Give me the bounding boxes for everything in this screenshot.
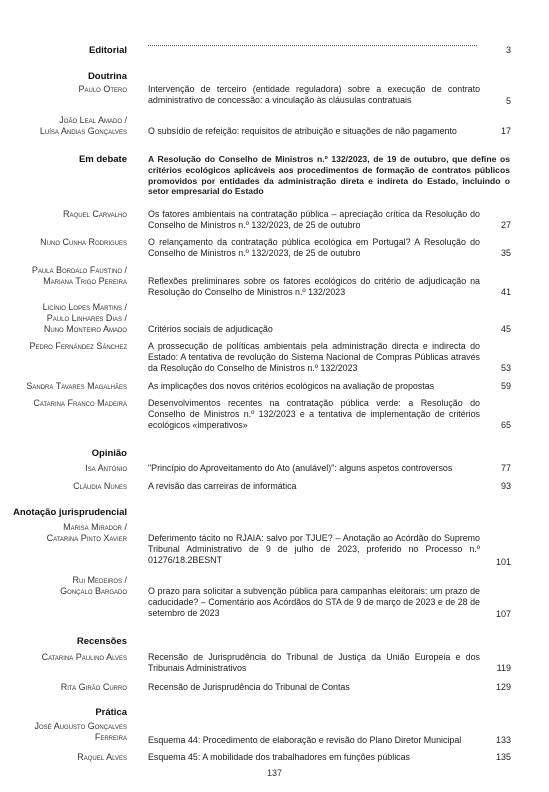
toc-title: Recensão de Jurisprudência do Tribunal de Justiça da União Europeia e dos Tribunais Administrativos <box>148 652 480 673</box>
page-number: 3 <box>505 45 511 55</box>
toc-author: Catarina Paulino Alves <box>41 652 127 662</box>
toc-title: Reflexões preliminares sobre os fatores ecológicos do critério de adjudicação na Resolução do Conselho de Ministros n.º 132/2023 <box>148 276 480 297</box>
page-number: 45 <box>500 324 511 334</box>
toc-title: A prossecução de políticas ambientais pela administração directa e indirecta do Estado: A tentativa de revolução do Sistema Nacional de Compras Públicas através da Resolução do Conselho de Ministros n.º 132/2023 <box>148 341 480 373</box>
section-recensoes: Recensões <box>76 636 127 647</box>
toc-author: Isa António <box>85 463 127 473</box>
toc-author: Rita Girão Curro <box>60 682 127 692</box>
section-em-debate: Em debate <box>78 154 127 165</box>
toc-author: Nuno Cunha Rodrigues <box>40 237 127 247</box>
toc-title: Intervenção de terceiro (entidade reguladora) sobre a execução de contrato administrativo de concessão: a vinculação às cláusulas contratuais <box>148 84 480 105</box>
section-opiniao: Opinião <box>91 448 127 459</box>
toc-title: A revisão das carreiras de informática <box>148 481 297 491</box>
toc-title: O subsídio de refeição: requisitos de atribuição e situações de não pagamento <box>148 126 457 136</box>
section-editorial: Editorial <box>88 45 127 56</box>
toc-author: Pedro Fernández Sánchez <box>29 341 127 351</box>
toc-author: Marisa Mirador / Catarina Pinto Xavier <box>46 522 127 543</box>
page-number: 133 <box>495 735 511 745</box>
toc-title: Esquema 45: A mobilidade dos trabalhadores em funções públicas <box>148 752 410 762</box>
page-number: 59 <box>500 381 511 391</box>
toc-title: Desenvolvimentos recentes na contratação pública verde: a Resolução do Conselho de Ministros n.º 132/2023 e a tentativa de implementação de critérios ecológicos «imperativos» <box>148 398 480 430</box>
debate-heading: A Resolução do Conselho de Ministros n.º 132/2023, de 19 de outubro, que define os critérios ecológicos aplicáveis aos procedimentos de formação de contratos públicos promovidos por entidades da administração direta e indireta do Estado, incluindo o setor empresarial do Estado <box>148 154 510 197</box>
editorial-leader <box>148 45 480 49</box>
toc-title: "Princípio do Aproveitamento do Ato (anulável)": alguns aspetos controversos <box>148 463 453 473</box>
section-anotacao: Anotação jurisprudencial <box>12 507 127 518</box>
page-number: 5 <box>505 96 511 106</box>
toc-title: As implicações dos novos critérios ecológicos na avaliação de propostas <box>148 381 435 391</box>
page-number: 35 <box>500 248 511 258</box>
page-number: 119 <box>496 663 511 673</box>
toc-author: Paulo Otero <box>78 84 127 94</box>
toc-author: Catarina Franco Madeira <box>33 398 127 408</box>
toc-author: Sandra Tavares Magalhães <box>26 381 127 391</box>
page-number: 93 <box>500 481 511 491</box>
page-number: 129 <box>495 682 511 692</box>
toc-title: Recensão de Jurisprudência do Tribunal de Contas <box>148 682 350 692</box>
toc-title: Os fatores ambientais na contratação pública – apreciação crítica da Resolução do Conselho de Ministros n.º 132/2023, de 25 de outubro <box>148 209 480 230</box>
toc-title: Critérios sociais de adjudicação <box>148 324 273 334</box>
toc-author: Paula Bordalo Faustino / Mariana Trigo Pereira <box>31 265 127 286</box>
page-number: 77 <box>500 463 511 473</box>
toc-author: Raquel Alves <box>77 752 127 762</box>
page-number: 65 <box>500 420 511 430</box>
page-number: 101 <box>495 557 511 567</box>
toc-author: João Leal Amado / Luísa Andias Gonçalves <box>39 115 127 136</box>
toc-title: Deferimento tácito no RJAIA: salvo por TJUE? – Anotação ao Acórdão do Supremo Tribunal Administrativo de 9 de julho de 2023, proferido no Processo n.º 01276/18.2BESNT <box>148 533 480 565</box>
page-number: 135 <box>495 752 511 762</box>
toc-title: Esquema 44: Procedimento de elaboração e revisão do Plano Diretor Municipal <box>148 735 462 745</box>
toc-author: José Augusto Gonçalves Ferreira <box>34 721 127 742</box>
page-number: 41 <box>500 287 511 297</box>
toc-author: Rui Medeiros / Gonçalo Bargado <box>60 575 127 596</box>
section-pratica: Prática <box>95 707 127 718</box>
toc-author: Raquel Carvalho <box>63 209 127 219</box>
toc-author: Licínio Lopes Martins / Paulo Linhares Dias / Nuno Monteiro Amado <box>42 302 127 334</box>
page-number: 107 <box>495 609 511 619</box>
folio-page-number: 137 <box>266 768 283 778</box>
page-number: 53 <box>500 363 511 373</box>
toc-title: O prazo para solicitar a subvenção pública para campanhas eleitorais: um prazo de caducidade? – Comentário aos Acórdãos do STA de 9 de março de 2023 e de 28 de setembro de 2023 <box>148 586 480 618</box>
toc-author: Cláudia Nunes <box>73 481 127 491</box>
page-number: 17 <box>500 126 511 136</box>
page-number: 27 <box>500 220 511 230</box>
toc-title: O relançamento da contratação pública ecológica em Portugal? A Resolução do Conselho de Ministros n.º 132/2023, de 25 de outubro <box>148 237 480 258</box>
section-doutrina: Doutrina <box>87 71 127 82</box>
